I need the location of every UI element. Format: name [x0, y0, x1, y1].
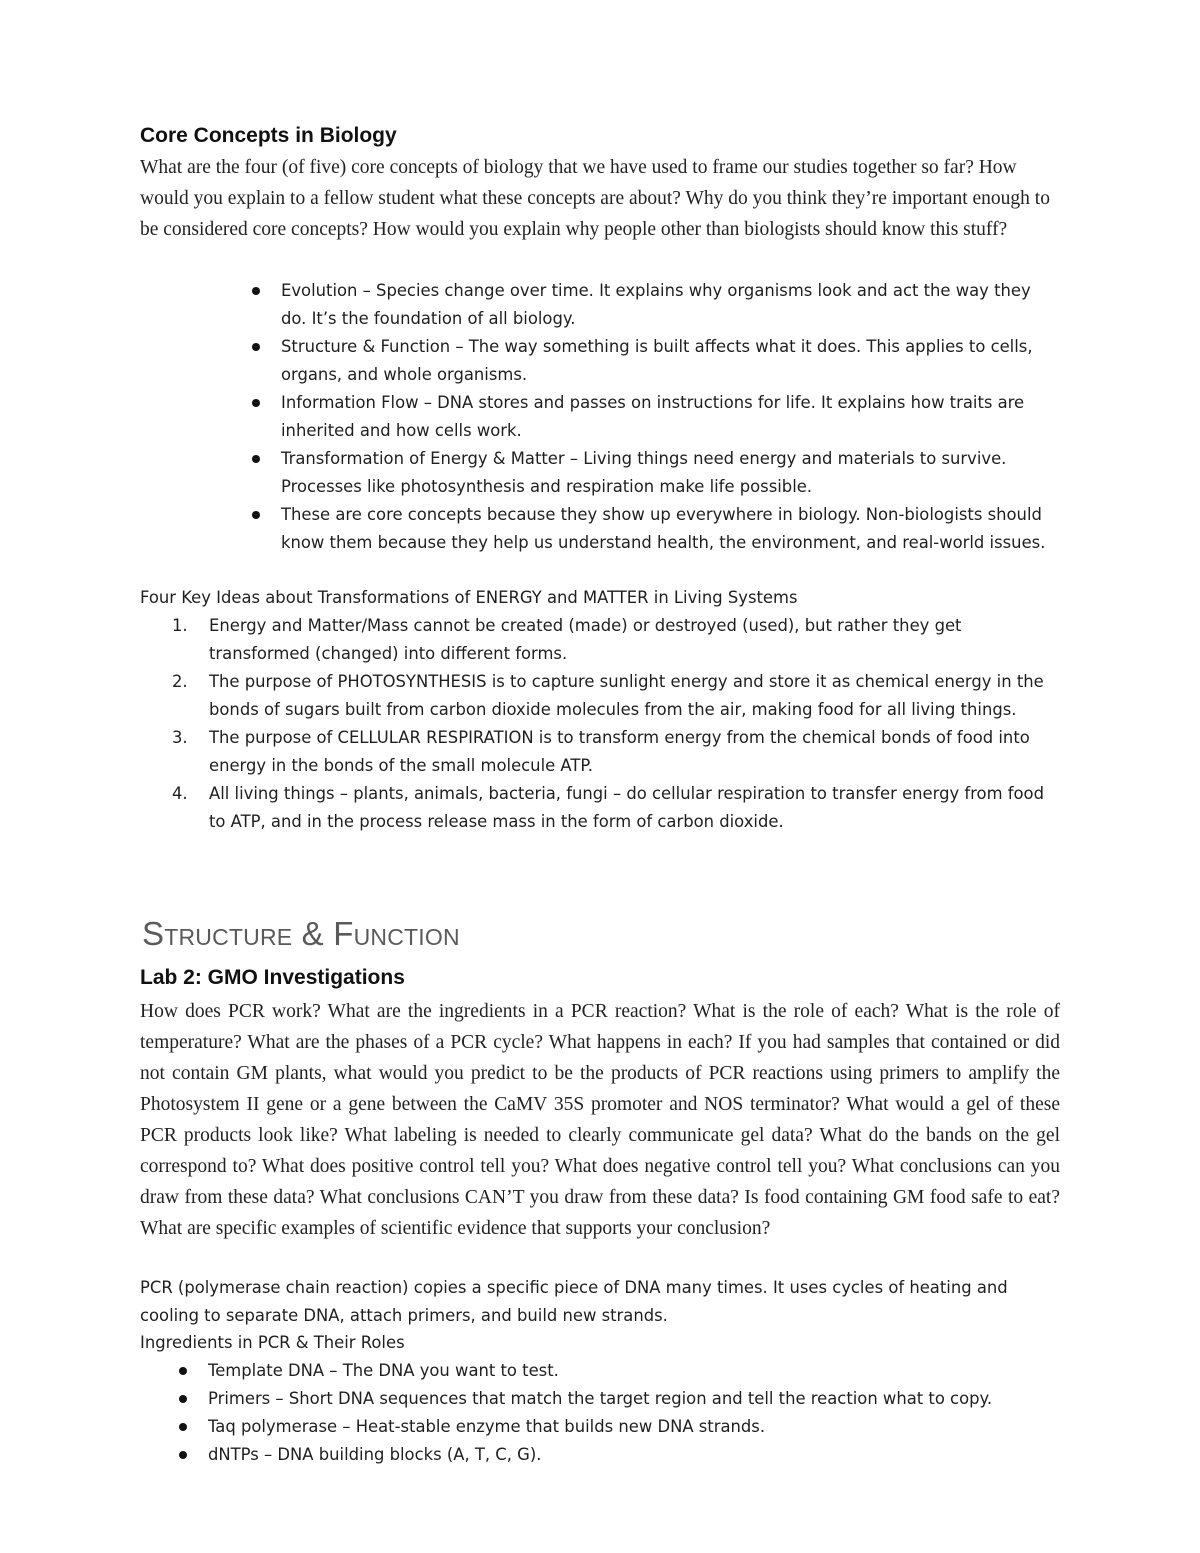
list-item [172, 612, 1062, 668]
item-text: The purpose of CELLULAR RESPIRATION is to transform energy from the chemical bonds of food into energy in the bonds of the small molecule ATP. [209, 728, 1030, 775]
list-item [172, 780, 1062, 836]
item-number: 4. [172, 784, 188, 803]
list-item: Information Flow – DNA stores and passes on instructions for life. It explains how traits are inherited and how cells work. [245, 389, 1055, 445]
list-item [172, 668, 1062, 724]
item-number: 1. [172, 616, 188, 635]
list-item: Evolution – Species change over time. It explains why organisms look and act the way they do. It’s the foundation of all biology. [245, 277, 1055, 333]
pcr-ingredients-list [172, 1357, 1062, 1469]
key-ideas-list [172, 612, 1062, 836]
list-item: Template DNA – The DNA you want to test. [172, 1357, 1062, 1385]
lab2-heading: Lab 2: GMO Investigations [140, 966, 405, 989]
item-text: Energy and Matter/Mass cannot be created (made) or destroyed (used), but rather they get transformed (changed) into different forms. [209, 616, 962, 663]
list-item: Structure & Function – The way something is built affects what it does. This applies to cells, organs, and whole organisms. [245, 333, 1055, 389]
list-item: dNTPs – DNA building blocks (A, T, C, G). [172, 1441, 1062, 1469]
core-concepts-heading: Core Concepts in Biology [140, 124, 397, 147]
list-item [172, 724, 1062, 780]
lab2-prompt: How does PCR work? What are the ingredients in a PCR reaction? What is the role of each? What is the role of temperature? What are the phases of a PCR cycle? What happens in each? If you had samples that contained or did not contain GM plants, what would you predict to be the products of PCR reactions using primers to amplify the Photosystem II gene or a gene between the CaMV 35S promoter and NOS terminator? What would a gel of these PCR products look like? What labeling is needed to clearly communicate gel data? What do the bands on the gel correspond to? What does positive control tell you? What does negative control tell you? What conclusions can you draw from these data? What conclusions CAN’T you draw from these data? Is food containing GM food safe to eat? What are specific examples of scientific evidence that supports your conclusion? [140, 1001, 1060, 1239]
list-item: These are core concepts because they show up everywhere in biology. Non-biologists should know them because they help us understand health, the environment, and real-world issues. [245, 501, 1055, 557]
section-title: Structure & Function [142, 915, 460, 952]
item-text: All living things – plants, animals, bacteria, fungi – do cellular respiration to transfer energy from food to ATP, and in the process release mass in the form of carbon dioxide. [209, 784, 1044, 831]
core-concepts-prompt: What are the four (of five) core concepts of biology that we have used to frame our studies together so far? How would you explain to a fellow student what these concepts are about? Why do you think they’re important enough to be considered core concepts? How would you explain why people other than biologists should know this stuff? [140, 157, 1050, 240]
key-ideas-heading: Four Key Ideas about Transformations of ENERGY and MATTER in Living Systems [140, 588, 798, 607]
list-item: Taq polymerase – Heat-stable enzyme that builds new DNA strands. [172, 1413, 1062, 1441]
item-text: The purpose of PHOTOSYNTHESIS is to capture sunlight energy and store it as chemical energy in the bonds of sugars built from carbon dioxide molecules from the air, making food for all living things. [209, 672, 1044, 719]
core-concepts-list [245, 277, 1055, 557]
item-number: 2. [172, 672, 188, 691]
pcr-definition: PCR (polymerase chain reaction) copies a specific piece of DNA many times. It uses cycles of heating and cooling to separate DNA, attach primers, and build new strands. [140, 1278, 1008, 1325]
list-item: Primers – Short DNA sequences that match the target region and tell the reaction what to copy. [172, 1385, 1062, 1413]
item-number: 3. [172, 728, 188, 747]
pcr-ingredients-heading: Ingredients in PCR & Their Roles [140, 1333, 405, 1352]
list-item: Transformation of Energy & Matter – Living things need energy and materials to survive. Processes like photosynthesis and respiration make life possible. [245, 445, 1055, 501]
